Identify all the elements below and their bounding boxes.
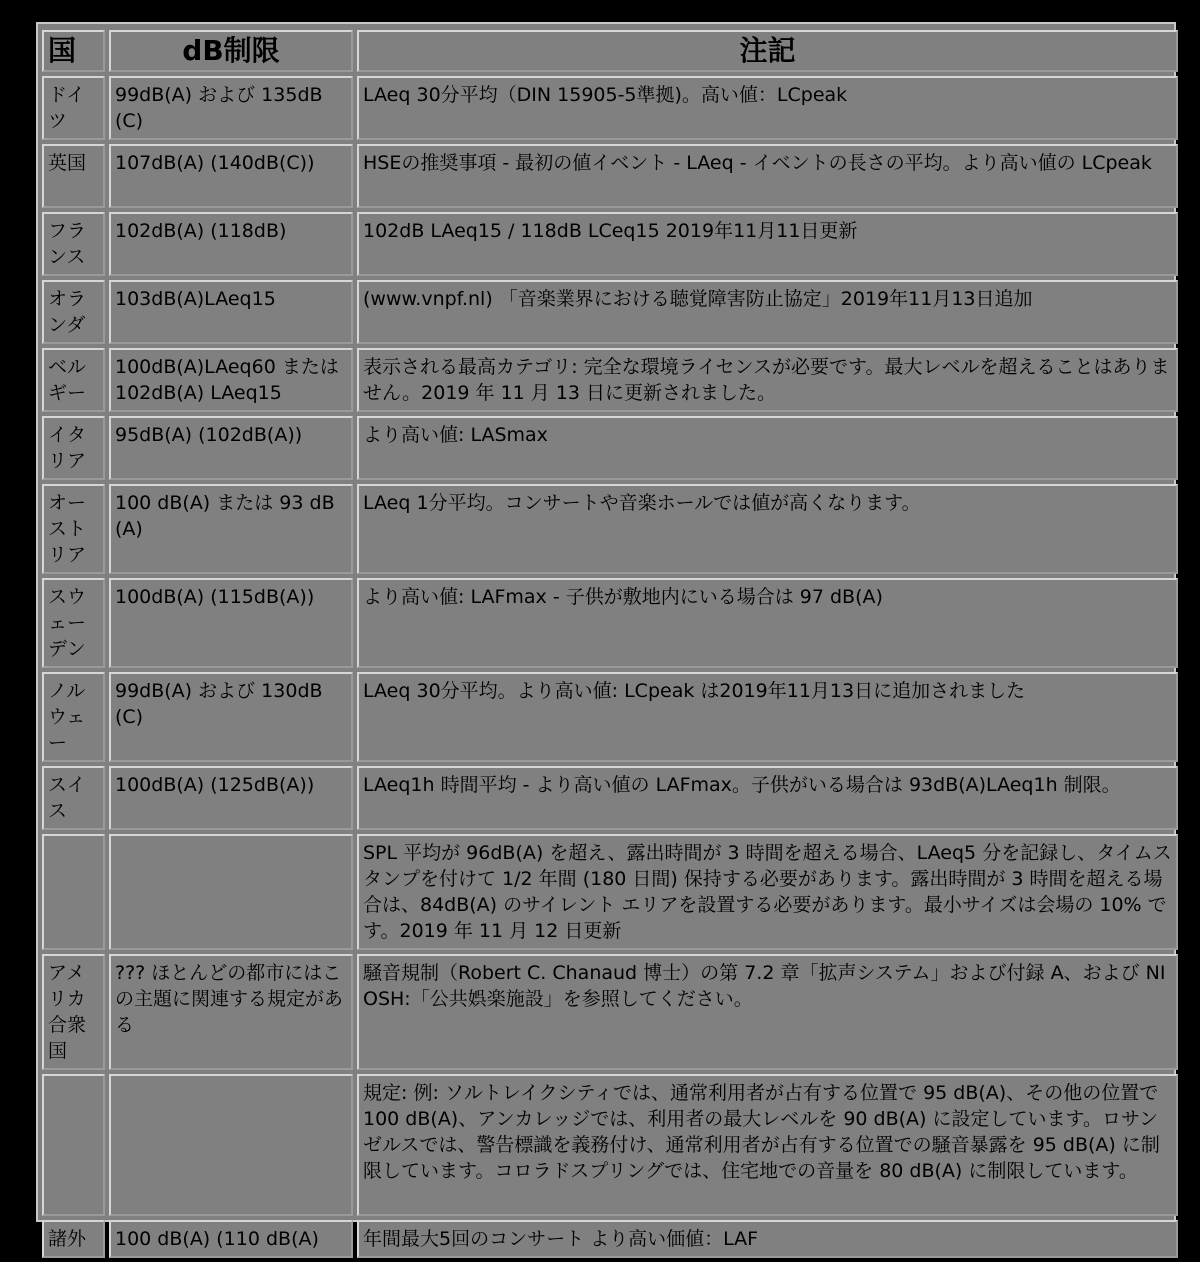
table-row <box>42 76 1178 140</box>
table-row <box>42 212 1178 276</box>
table-row <box>42 834 1178 950</box>
table-row <box>42 1220 1178 1258</box>
table-row <box>42 578 1178 668</box>
country-cell: スイス <box>42 766 105 830</box>
table-row <box>42 766 1178 830</box>
country-cell: ドイツ <box>42 76 105 140</box>
notes-cell: LAeq 30分平均（DIN 15905-5準拠)。高い値：LCpeak <box>357 76 1178 140</box>
notes-cell: 規定: 例: ソルトレイクシティでは、通常利用者が占有する位置で 95 dB(A)、その他の位置で 100 dB(A)、アンカレッジでは、利用者の最大レベルを 90 dB(A) に設定しています。ロサンゼルスでは、警告標識を義務付け、通常利用者が占有する位置での騒音暴露を 95 dB(A) に制限しています。コロラドスプリングでは、住宅地での音量を 80 dB(A) に制限しています。 <box>357 1074 1178 1216</box>
table-row <box>42 416 1178 480</box>
table-row <box>42 144 1178 208</box>
table-row <box>42 280 1178 344</box>
country-cell: ベルギー <box>42 348 105 412</box>
limit-cell: 100dB(A) (125dB(A)) <box>109 766 353 830</box>
notes-cell: より高い値: LASmax <box>357 416 1178 480</box>
country-cell: イタリア <box>42 416 105 480</box>
notes-cell: LAeq1h 時間平均 - より高い値の LAFmax。子供がいる場合は 93dB(A)LAeq1h 制限。 <box>357 766 1178 830</box>
country-cell <box>42 834 105 950</box>
table-header-row <box>42 30 1178 72</box>
header-db-limit: dB制限 <box>109 30 353 72</box>
country-cell: 諸外 <box>42 1220 105 1258</box>
notes-cell: SPL 平均が 96dB(A) を超え、露出時間が 3 時間を超える場合、LAeq5 分を記録し、タイムスタンプを付けて 1/2 年間 (180 日間) 保持する必要があります。露出時間が 3 時間を超える場合は、84dB(A) のサイレント エリアを設置する必要があります。最小サイズは会場の 10% です。2019 年 11 月 12 日更新 <box>357 834 1178 950</box>
country-cell: 英国 <box>42 144 105 208</box>
table-row <box>42 954 1178 1070</box>
notes-cell: より高い値: LAFmax - 子供が敷地内にいる場合は 97 dB(A) <box>357 578 1178 668</box>
country-cell: オランダ <box>42 280 105 344</box>
header-country: 国 <box>42 30 105 72</box>
limit-cell: 99dB(A) および 135dB(C) <box>109 76 353 140</box>
db-limits-table <box>38 26 1182 1262</box>
country-cell: フランス <box>42 212 105 276</box>
limit-cell: 100 dB(A) (110 dB(A) <box>109 1220 353 1258</box>
limit-cell: ??? ほとんどの都市にはこの主題に関連する規定がある <box>109 954 353 1070</box>
notes-cell: 年間最大5回のコンサート より高い価値：LAF <box>357 1220 1178 1258</box>
table-row <box>42 672 1178 762</box>
country-cell: スウェーデン <box>42 578 105 668</box>
header-notes: 注記 <box>357 30 1178 72</box>
country-cell: オーストリア <box>42 484 105 574</box>
table-row <box>42 348 1178 412</box>
limit-cell: 107dB(A) (140dB(C)) <box>109 144 353 208</box>
notes-cell: HSEの推奨事項 - 最初の値イベント - LAeq - イベントの長さの平均。より高い値の LCpeak <box>357 144 1178 208</box>
limit-cell: 100dB(A)LAeq60 または 102dB(A) LAeq15 <box>109 348 353 412</box>
table-row <box>42 1074 1178 1216</box>
notes-cell: 騒音規制（Robert C. Chanaud 博士）の第 7.2 章「拡声システム」および付録 A、および NIOSH:「公共娯楽施設」を参照してください。 <box>357 954 1178 1070</box>
country-cell: アメリカ合衆国 <box>42 954 105 1070</box>
limit-cell <box>109 1074 353 1216</box>
country-cell: ノルウェー <box>42 672 105 762</box>
notes-cell: LAeq 30分平均。より高い値: LCpeak は2019年11月13日に追加されました <box>357 672 1178 762</box>
notes-cell: 102dB LAeq15 / 118dB LCeq15 2019年11月11日更新 <box>357 212 1178 276</box>
table-row <box>42 484 1178 574</box>
limit-cell: 103dB(A)LAeq15 <box>109 280 353 344</box>
limit-cell: 95dB(A) (102dB(A)) <box>109 416 353 480</box>
limit-cell <box>109 834 353 950</box>
limit-cell: 100 dB(A) または 93 dB(A) <box>109 484 353 574</box>
table-frame <box>36 22 1176 1250</box>
notes-cell: (www.vnpf.nl) 「音楽業界における聴覚障害防止協定」2019年11月13日追加 <box>357 280 1178 344</box>
limit-cell: 102dB(A) (118dB) <box>109 212 353 276</box>
country-cell <box>42 1074 105 1216</box>
limit-cell: 100dB(A) (115dB(A)) <box>109 578 353 668</box>
limit-cell: 99dB(A) および 130dB(C) <box>109 672 353 762</box>
notes-cell: LAeq 1分平均。コンサートや音楽ホールでは値が高くなります。 <box>357 484 1178 574</box>
notes-cell: 表示される最高カテゴリ: 完全な環境ライセンスが必要です。最大レベルを超えることはありません。2019 年 11 月 13 日に更新されました。 <box>357 348 1178 412</box>
